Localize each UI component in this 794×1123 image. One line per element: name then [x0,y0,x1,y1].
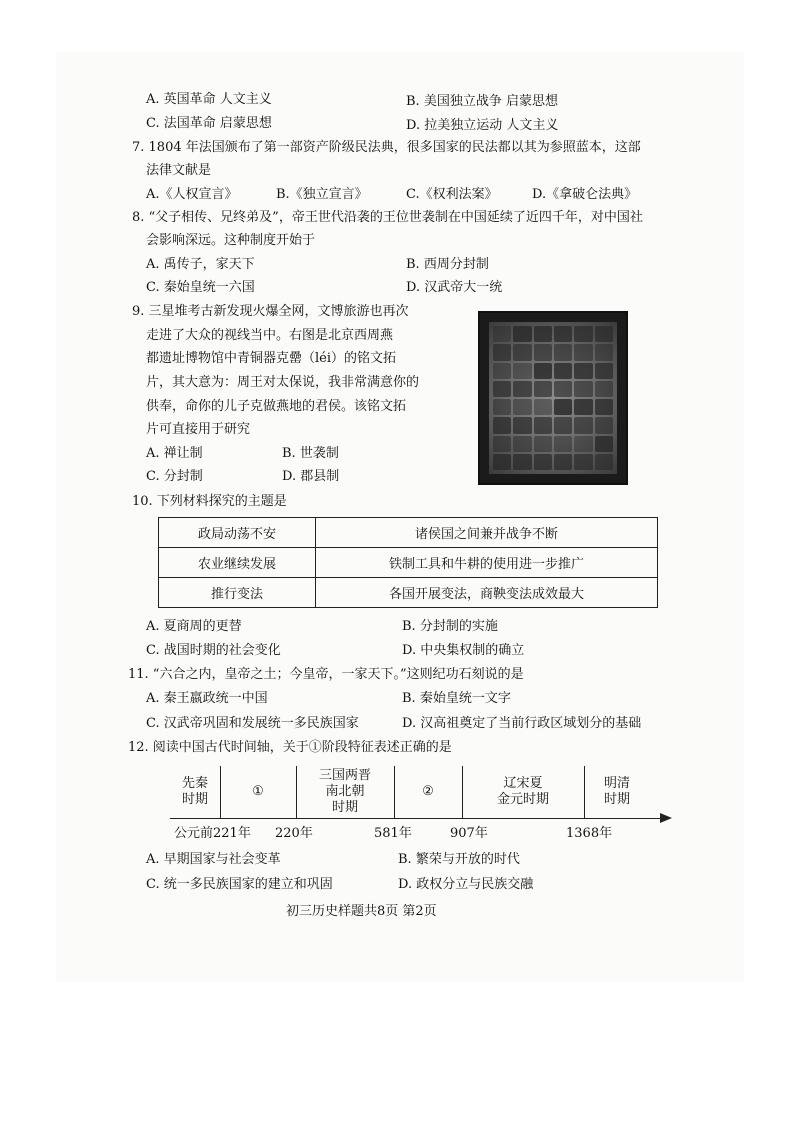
table-row [159,578,658,608]
q6-option-c: C. 法国革命 启蒙思想 [146,116,272,131]
inscription-glyph [554,363,572,379]
timeline-segment-label: ① [252,784,264,799]
inscription-glyph [554,399,572,415]
q7-stem-line2: 法律文献是 [146,163,212,178]
q8-stem-line1: 8. “父子相传、兄终弟及”，帝王世代沿袭的王位世袭制在中国延续了近四千年，对中国社 [132,210,643,225]
q6-option-d: D. 拉美独立运动 人文主义 [406,118,559,133]
table-cell-aspect: 政局动荡不安 [159,518,316,548]
timeline-segment-label: ② [422,784,434,799]
china-history-timeline [170,766,680,846]
q11-option-d: D. 汉高祖奠定了当前行政区域划分的基础 [402,716,642,731]
q9-stem-line5: 供奉，命你的儿子克做燕地的君侯。该铭文拓 [146,399,407,414]
inscription-glyph [574,417,592,433]
q10-stem: 10. 下列材料探究的主题是 [132,494,287,509]
inscription-glyph [493,436,511,452]
q10-option-a: A. 夏商周的更替 [146,619,242,634]
table-cell-aspect: 农业继续发展 [159,548,316,578]
inscription-glyph [493,399,511,415]
timeline-segment-label: 辽宋夏 [503,776,543,791]
inscription-glyph [493,326,511,342]
table-cell-description: 各国开展变法，商鞅变法成效最大 [316,578,658,608]
table-cell-aspect: 推行变法 [159,578,316,608]
inscription-glyph [554,436,572,452]
inscription-glyph [595,381,613,397]
inscription-glyph [513,381,531,397]
timeline-segment-label: 时期 [181,792,208,807]
inscription-glyph [574,436,592,452]
timeline-segment-xianqin [170,766,220,818]
q8-option-a: A. 禹传子，家天下 [146,257,255,272]
table-row [159,548,658,578]
q11-option-b: B. 秦始皇统一文字 [402,691,511,706]
q8-option-d: D. 汉武帝大一统 [406,280,503,295]
inscription-glyph [534,436,552,452]
inscription-glyph [574,363,592,379]
inscription-glyph [493,381,511,397]
inscription-glyph [493,454,511,470]
timeline-segment-2 [394,766,462,818]
timeline-arrow-icon [660,813,672,823]
timeline-segment-label: 时期 [603,792,630,807]
inscription-glyph [513,436,531,452]
inscription-glyph [513,454,531,470]
q9-stem-line6: 片可直接用于研究 [146,422,251,437]
q8-option-c: C. 秦始皇统一六国 [146,280,255,295]
timeline-segment-label: 金元时期 [496,792,549,807]
inscription-glyph [513,344,531,360]
timeline-segment-mingqing [584,766,650,818]
inscription-glyph [513,417,531,433]
table-cell-description: 诸侯国之间兼并战争不断 [316,518,658,548]
timeline-segment-label: 明清 [603,776,630,791]
inscription-glyph [595,344,613,360]
inscription-glyph [595,436,613,452]
q12-option-d: D. 政权分立与民族交融 [398,877,534,892]
inscription-glyph [493,417,511,433]
q10-option-c: C. 战国时期的社会变化 [146,643,281,658]
inscription-glyph [534,417,552,433]
timeline-year-label: 581年 [374,826,412,841]
inscription-glyph [574,344,592,360]
q12-stem: 12. 阅读中国古代时间轴，关于①阶段特征表述正确的是 [128,740,452,755]
inscription-glyph [513,363,531,379]
q9-option-a: A. 禅让制 [146,446,203,461]
q12-option-c: C. 统一多民族国家的建立和巩固 [146,877,333,892]
timeline-year-label: 1368年 [566,826,613,841]
inscription-glyph [534,363,552,379]
page-footer: 初三历史样题共8页 第2页 [286,904,437,919]
q7-option-c: C.《权利法案》 [406,187,498,202]
bronze-inscription-rubbing-image [478,311,628,485]
q12-option-b: B. 繁荣与开放的时代 [398,852,520,867]
q7-option-b: B.《独立宣言》 [276,187,368,202]
inscription-glyph [595,363,613,379]
inscription-glyph [574,399,592,415]
inscription-glyph [554,344,572,360]
inscription-glyph [513,399,531,415]
inscription-glyph [595,454,613,470]
inscription-glyph [493,344,511,360]
timeline-axis [170,818,662,819]
q10-option-b: B. 分封制的实施 [402,619,498,634]
q9-stem-line3: 都遗址博物馆中青铜器克罍（léi）的铭文拓 [146,351,397,366]
q11-option-a: A. 秦王嬴政统一中国 [146,691,268,706]
q10-option-d: D. 中央集权制的确立 [402,643,525,658]
q6-option-b: B. 美国独立战争 启蒙思想 [406,94,558,109]
inscription-glyph [554,326,572,342]
table-cell-description: 铁制工具和牛耕的使用进一步推广 [316,548,658,578]
inscription-glyph [534,344,552,360]
inscription-glyph [534,381,552,397]
q6-option-a: A. 英国革命 人文主义 [146,92,272,107]
inscription-glyph [493,363,511,379]
q8-stem-line2: 会影响深远。这种制度开始于 [146,233,316,248]
timeline-segment-liaosong [462,766,584,818]
q9-option-b: B. 世袭制 [282,446,339,461]
timeline-segment-label: 三国两晋 [318,768,371,783]
q9-option-c: C. 分封制 [146,469,203,484]
inscription-glyph [554,417,572,433]
inscription-glyph [574,326,592,342]
q8-option-b: B. 西周分封制 [406,257,489,272]
inscription-glyph [595,417,613,433]
inscription-glyph [534,326,552,342]
timeline-year-label: 220年 [275,826,313,841]
q10-material-table [158,517,658,608]
q9-option-d: D. 郡县制 [282,469,340,484]
timeline-segment-sanguo [296,766,394,818]
timeline-segment-label: 时期 [331,800,358,815]
inscription-glyph [574,454,592,470]
q9-stem-line1: 9. 三星堆考古新发现火爆全网，文博旅游也再次 [132,304,409,319]
q9-stem-line4: 片，其大意为：周王对太保说，我非常满意你的 [146,375,420,390]
q7-option-a: A.《人权宣言》 [146,187,238,202]
timeline-segment-label: 先秦 [181,776,208,791]
q11-option-c: C. 汉武帝巩固和发展统一多民族国家 [146,716,359,731]
inscription-glyph [574,381,592,397]
timeline-year-label: 公元前221年 [174,826,251,841]
inscription-glyph [534,454,552,470]
inscription-glyph [595,399,613,415]
q7-stem-line1: 7. 1804 年法国颁布了第一部资产阶级民法典，很多国家的民法都以其为参照蓝本，这部 [132,140,641,155]
inscription-glyph [534,399,552,415]
inscription-glyph [554,454,572,470]
table-row [159,518,658,548]
inscription-glyph [554,381,572,397]
q9-stem-line2: 走进了大众的视线当中。右图是北京西周燕 [146,328,394,343]
inscription-glyph [513,326,531,342]
inscription-glyph [595,326,613,342]
timeline-segment-label: 南北朝 [325,784,365,799]
timeline-year-label: 907年 [450,826,488,841]
timeline-segment-1 [220,766,296,818]
q12-option-a: A. 早期国家与社会变革 [146,852,281,867]
q7-option-d: D.《拿破仑法典》 [532,187,638,202]
q11-stem: 11. “六合之内，皇帝之土；今皇帝，一家天下。”这则纪功石刻说的是 [128,667,524,682]
